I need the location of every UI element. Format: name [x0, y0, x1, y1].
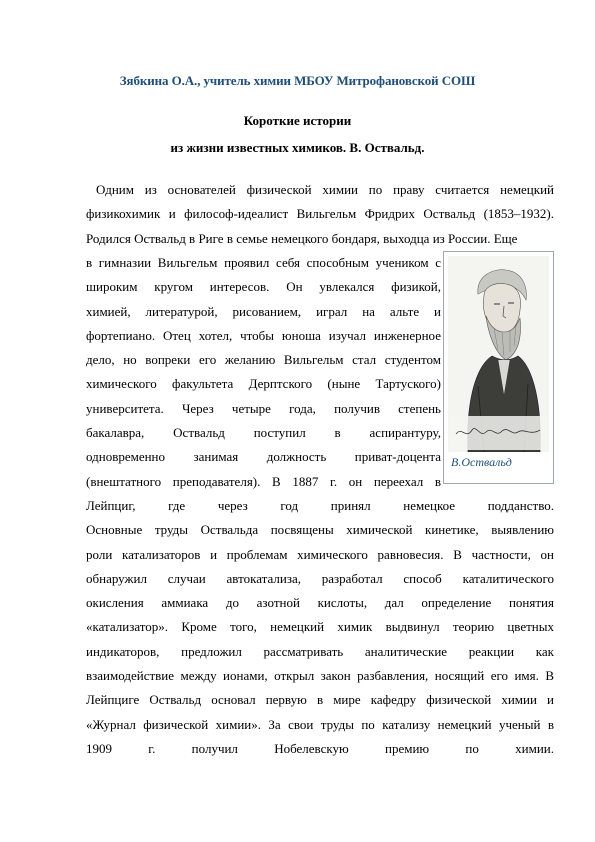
title-line-2: из жизни известных химиков. В. Оствальд.	[170, 140, 425, 155]
portrait-caption: В.Оствальд	[451, 455, 512, 469]
text-line: взаимодействие между ионами, открыл закон разбавления, носящий его имя. В	[86, 668, 554, 684]
text-line: роли катализаторов и проблемам химического равновесия. В частности, он	[86, 546, 554, 562]
text-line: Лейпциг, где через год принял немецкое подданство.	[86, 498, 554, 513]
text-line: дело, но вопреки его желанию Вильгельм стал студентом	[86, 352, 441, 368]
main-text-block	[86, 494, 554, 761]
author-line: Зябкина О.А., учитель химии МБОУ Митрофановской СОШ	[119, 73, 476, 88]
text-line: химией, литературой, рисованием, играл на альте и	[86, 303, 441, 319]
wrapped-text-block	[86, 251, 441, 494]
text-line: бакалавра, Оствальд поступил в аспирантуру,	[86, 425, 441, 441]
text-line: университета. Через четыре года, получив степень	[86, 400, 441, 416]
text-line: одновременно занимая должность приват-доцента	[86, 449, 441, 465]
text-line: Лейпциге Оствальд основал первую в мире кафедру физической химии и	[86, 692, 554, 708]
text-line: (внештатного преподавателя). В 1887 г. он переехал в	[86, 473, 441, 489]
intro-paragraph	[86, 178, 554, 251]
text-line: широким кругом интересов. Он увлекался физикой,	[86, 279, 441, 295]
text-line: обнаружил случаи автокатализа, разработал способ каталитического	[86, 570, 554, 586]
text-line: «катализатор». Кроме того, немецкий химик выдвинул теорию цветных	[86, 619, 554, 635]
portrait-figure	[443, 251, 554, 484]
text-line: индикаторов, предложил рассматривать аналитические реакции как	[86, 643, 554, 659]
text-line: окисления аммиака до азотной кислоты, дал определение понятия	[86, 595, 554, 611]
title-line-1: Короткие истории	[243, 113, 352, 128]
text-line: Основные труды Оствальда посвящены химической кинетике, выявлению	[86, 522, 554, 538]
text-line: «Журнал физической химии». За свои труды по катализу немецкий ученый в	[86, 716, 554, 732]
text-line: фортепиано. Отец хотел, чтобы юноша изучал инженерное	[86, 327, 441, 343]
intro-paragraph-text: Одним из основателей физической химии по праву считается немецкий физикохимик и философ-идеалист Вильгельм Фридрих Оствальд (1853–1932). Родился Оствальд в Риге в семье немецкого бондаря, выходца из России. Еще	[86, 182, 554, 246]
text-line: 1909 г. получил Нобелевскую премию по химии.	[86, 740, 554, 756]
text-line: в гимназии Вильгельм проявил себя способным учеником с	[86, 255, 441, 270]
portrait-image	[448, 256, 549, 452]
text-line: химического факультета Дерптского (ныне Тартуского)	[86, 376, 441, 392]
